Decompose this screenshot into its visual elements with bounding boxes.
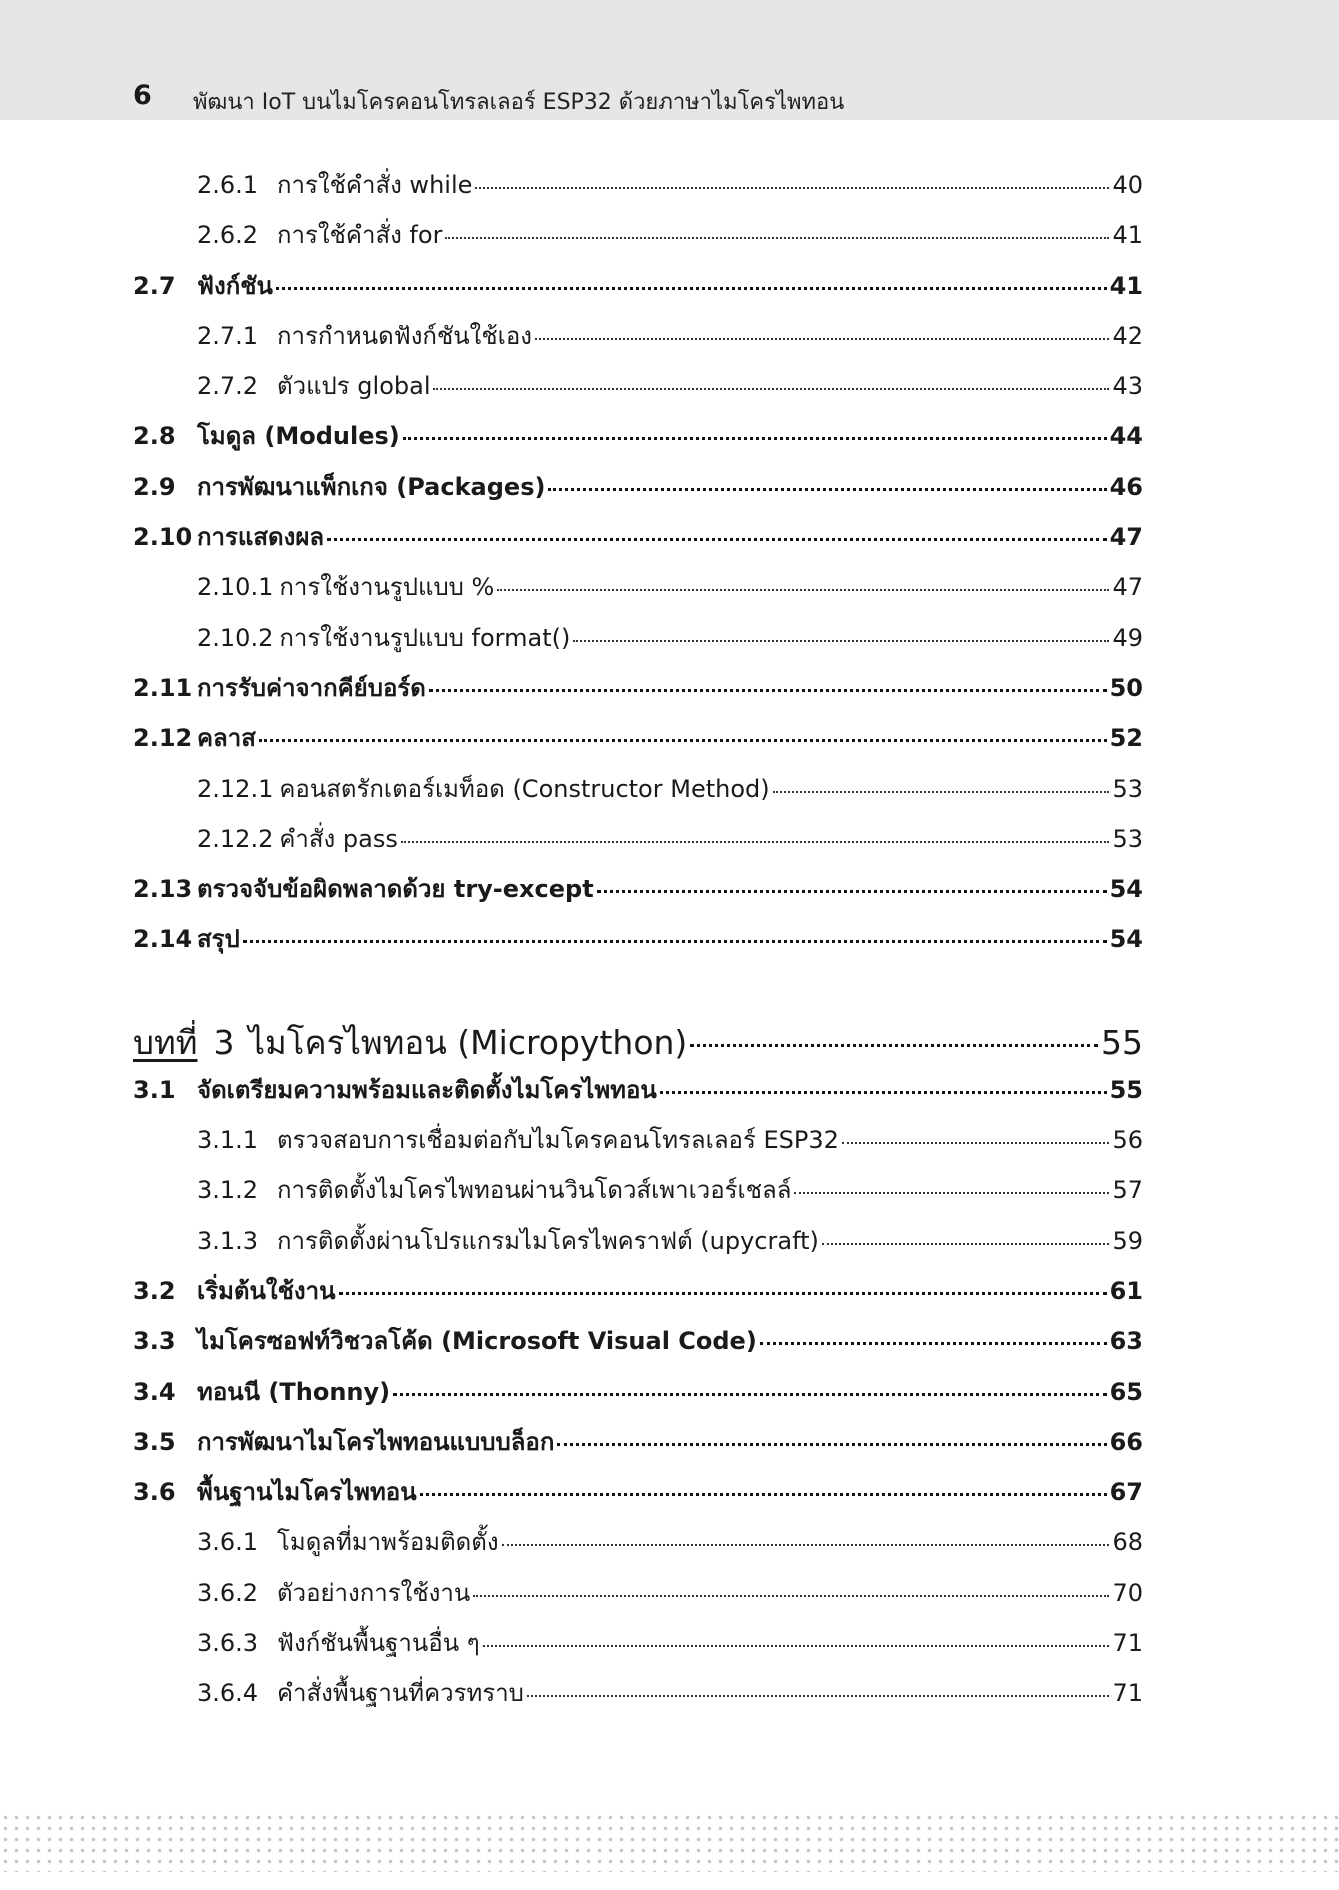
toc-section-entry[interactable] bbox=[133, 467, 1143, 517]
entry-number: 3.1 bbox=[133, 1075, 176, 1104]
entry-number: 3.6.3 bbox=[197, 1629, 259, 1658]
entry-title: การติดตั้งไมโครไพทอนผ่านวินโดวส์เพาเวอร์เชลล์ bbox=[277, 1176, 792, 1205]
entry-title: ฟังก์ชันพื้นฐานอื่น ๆ bbox=[277, 1629, 480, 1658]
entry-title: คำสั่ง pass bbox=[279, 824, 398, 853]
entry-number: 2.10.1 bbox=[197, 573, 274, 602]
entry-title: ไมโครซอฟท์วิชวลโค้ด (Microsoft Visual Code) bbox=[197, 1327, 757, 1356]
entry-number: 2.6.2 bbox=[197, 221, 259, 250]
dot-leader bbox=[842, 1141, 1110, 1144]
dot-leader bbox=[527, 1694, 1110, 1697]
dot-leader bbox=[339, 1291, 1107, 1295]
running-header bbox=[0, 0, 1339, 120]
toc-subsection-entry[interactable] bbox=[133, 1623, 1143, 1673]
toc-subsection-entry[interactable] bbox=[133, 316, 1143, 366]
entry-title: เริ่มต้นใช้งาน bbox=[197, 1276, 336, 1305]
entry-title: ตรวจจับข้อผิดพลาดด้วย try-except bbox=[197, 875, 594, 904]
entry-title: โมดูล (Modules) bbox=[197, 422, 400, 451]
entry-title: การใช้คำสั่ง for bbox=[277, 221, 443, 250]
entry-title: สรุป bbox=[197, 925, 240, 954]
entry-title: การใช้คำสั่ง while bbox=[277, 171, 473, 199]
toc-subsection-entry[interactable] bbox=[133, 215, 1143, 265]
entry-number: 3.1.3 bbox=[197, 1226, 259, 1255]
entry-number: 2.9 bbox=[133, 472, 176, 501]
toc-section-entry[interactable] bbox=[133, 266, 1143, 316]
entry-number: 2.13 bbox=[133, 875, 193, 904]
entry-title: การพัฒนาแพ็กเกจ (Packages) bbox=[197, 472, 546, 501]
entry-number: 2.6.1 bbox=[197, 171, 259, 199]
toc-subsection-entry[interactable] bbox=[133, 1573, 1143, 1623]
entry-page: 71 bbox=[1112, 1629, 1143, 1658]
entry-page: 50 bbox=[1109, 673, 1143, 702]
entry-number: 3.6 bbox=[133, 1478, 176, 1507]
dot-leader bbox=[473, 1594, 1109, 1597]
toc-section-entry[interactable] bbox=[133, 1321, 1143, 1371]
entry-page: 47 bbox=[1109, 523, 1143, 552]
dot-leader bbox=[660, 1090, 1107, 1094]
entry-title: การใช้งานรูปแบบ % bbox=[279, 573, 495, 602]
entry-title: การใช้งานรูปแบบ format() bbox=[279, 623, 571, 652]
toc-subsection-entry[interactable] bbox=[133, 1120, 1143, 1170]
dot-leader bbox=[433, 387, 1109, 390]
toc-chapter-heading[interactable] bbox=[133, 1016, 1143, 1070]
entry-title: การติดตั้งผ่านโปรแกรมไมโครไพคราฟต์ (upycraft) bbox=[277, 1226, 819, 1255]
entry-title: คลาส bbox=[197, 724, 256, 753]
entry-number: 2.7.1 bbox=[197, 321, 259, 350]
toc-subsection-entry[interactable] bbox=[133, 366, 1143, 416]
toc-subsection-entry[interactable] bbox=[133, 165, 1143, 215]
entry-number: 3.4 bbox=[133, 1377, 176, 1406]
entry-title: การกำหนดฟังก์ชันใช้เอง bbox=[277, 321, 532, 350]
entry-number: 3.3 bbox=[133, 1327, 176, 1356]
entry-page: 44 bbox=[1109, 422, 1143, 451]
entry-page: 55 bbox=[1109, 1075, 1143, 1104]
entry-page: 56 bbox=[1112, 1126, 1143, 1155]
entry-title: โมดูลที่มาพร้อมติดตั้ง bbox=[277, 1528, 499, 1557]
entry-number: 2.8 bbox=[133, 422, 176, 451]
dot-leader bbox=[401, 840, 1110, 843]
entry-number: 2.12 bbox=[133, 724, 193, 753]
entry-page: 42 bbox=[1112, 321, 1143, 350]
toc-section-entry[interactable] bbox=[133, 1070, 1143, 1120]
entry-page: 40 bbox=[1112, 171, 1143, 199]
toc-section-entry[interactable] bbox=[133, 1422, 1143, 1472]
entry-number: 3.6.4 bbox=[197, 1679, 259, 1708]
chapter-number: 3 bbox=[213, 1022, 235, 1062]
entry-number: 3.6.1 bbox=[197, 1528, 259, 1557]
entry-number: 2.14 bbox=[133, 925, 193, 954]
toc-section-entry[interactable] bbox=[133, 668, 1143, 718]
entry-title: ตัวอย่างการใช้งาน bbox=[277, 1578, 471, 1607]
table-of-contents bbox=[133, 165, 1143, 1724]
dot-leader bbox=[535, 337, 1109, 340]
entry-page: 49 bbox=[1112, 623, 1143, 652]
toc-section-entry[interactable] bbox=[133, 517, 1143, 567]
dot-leader bbox=[760, 1341, 1107, 1345]
dot-leader bbox=[690, 1043, 1098, 1047]
dot-leader bbox=[573, 639, 1109, 642]
entry-number: 2.11 bbox=[133, 673, 193, 702]
entry-page: 66 bbox=[1109, 1427, 1143, 1456]
toc-section-entry[interactable] bbox=[133, 1372, 1143, 1422]
entry-number: 2.12.1 bbox=[197, 774, 274, 803]
page-number: 6 bbox=[133, 80, 152, 111]
dot-leader bbox=[393, 1392, 1106, 1396]
toc-subsection-entry[interactable] bbox=[133, 1221, 1143, 1271]
entry-number: 3.5 bbox=[133, 1427, 176, 1456]
entry-number: 2.7 bbox=[133, 271, 176, 300]
entry-number: 2.10 bbox=[133, 523, 193, 552]
entry-number: 3.1.2 bbox=[197, 1176, 259, 1205]
chapter-page: 55 bbox=[1101, 1022, 1143, 1062]
entry-number: 3.6.2 bbox=[197, 1578, 259, 1607]
entry-page: 61 bbox=[1109, 1276, 1143, 1305]
entry-title: การรับค่าจากคีย์บอร์ด bbox=[197, 673, 426, 702]
dot-leader bbox=[773, 790, 1110, 793]
dot-leader bbox=[243, 939, 1107, 943]
entry-page: 68 bbox=[1112, 1528, 1143, 1557]
entry-title: จัดเตรียมความพร้อมและติดตั้งไมโครไพทอน bbox=[197, 1075, 657, 1104]
entry-page: 57 bbox=[1112, 1176, 1143, 1205]
chapter-title: ไมโครไพทอน (Micropython) bbox=[248, 1022, 688, 1062]
toc-subsection-entry[interactable] bbox=[133, 1522, 1143, 1572]
dot-leader bbox=[403, 436, 1107, 440]
toc-section-entry[interactable] bbox=[133, 718, 1143, 768]
entry-title: พื้นฐานไมโครไพทอน bbox=[197, 1478, 417, 1507]
entry-page: 41 bbox=[1109, 271, 1143, 300]
toc-subsection-entry[interactable] bbox=[133, 1673, 1143, 1723]
entry-title: ตรวจสอบการเชื่อมต่อกับไมโครคอนโทรลเลอร์ ESP32 bbox=[277, 1126, 839, 1155]
entry-page: 54 bbox=[1109, 875, 1143, 904]
entry-page: 52 bbox=[1109, 724, 1143, 753]
entry-page: 46 bbox=[1109, 472, 1143, 501]
dot-leader bbox=[420, 1492, 1107, 1496]
entry-number: 2.12.2 bbox=[197, 824, 274, 853]
toc-chapter-3-entries bbox=[133, 1070, 1143, 1724]
entry-title: การพัฒนาไมโครไพทอนแบบบล็อก bbox=[197, 1427, 555, 1456]
toc-section-entry[interactable] bbox=[133, 1271, 1143, 1321]
dot-leader bbox=[822, 1242, 1110, 1245]
entry-number: 2.10.2 bbox=[197, 623, 274, 652]
entry-page: 65 bbox=[1109, 1377, 1143, 1406]
dot-leader bbox=[597, 889, 1107, 893]
book-title: พัฒนา IoT บนไมโครคอนโทรลเลอร์ ESP32 ด้วยภาษาไมโครไพทอน bbox=[193, 90, 845, 115]
dot-leader bbox=[276, 286, 1107, 290]
entry-title: คำสั่งพื้นฐานที่ควรทราบ bbox=[277, 1679, 524, 1708]
dot-leader bbox=[548, 487, 1106, 491]
entry-number: 3.2 bbox=[133, 1276, 176, 1305]
toc-section-entry[interactable] bbox=[133, 869, 1143, 919]
dot-leader bbox=[327, 537, 1107, 541]
toc-chapter-2-entries bbox=[133, 165, 1143, 970]
toc-subsection-entry[interactable] bbox=[133, 618, 1143, 668]
entry-title: ตัวแปร global bbox=[277, 372, 431, 401]
toc-subsection-entry[interactable] bbox=[133, 819, 1143, 869]
dot-leader bbox=[475, 186, 1109, 189]
toc-section-entry[interactable] bbox=[133, 919, 1143, 969]
entry-number: 3.1.1 bbox=[197, 1126, 259, 1155]
dot-leader bbox=[259, 738, 1107, 742]
dot-leader bbox=[429, 688, 1107, 692]
dot-leader bbox=[497, 588, 1109, 591]
toc-section-entry[interactable] bbox=[133, 416, 1143, 466]
entry-page: 71 bbox=[1112, 1679, 1143, 1708]
toc-subsection-entry[interactable] bbox=[133, 769, 1143, 819]
toc-subsection-entry[interactable] bbox=[133, 567, 1143, 617]
entry-page: 41 bbox=[1112, 221, 1143, 250]
entry-page: 67 bbox=[1109, 1478, 1143, 1507]
entry-page: 53 bbox=[1112, 824, 1143, 853]
dot-leader bbox=[794, 1191, 1109, 1194]
decorative-dot-band bbox=[0, 1812, 1339, 1872]
entry-number: 2.7.2 bbox=[197, 372, 259, 401]
dot-leader bbox=[445, 236, 1109, 239]
dot-leader bbox=[557, 1442, 1106, 1446]
entry-page: 43 bbox=[1112, 372, 1143, 401]
toc-section-entry[interactable] bbox=[133, 1472, 1143, 1522]
toc-subsection-entry[interactable] bbox=[133, 1170, 1143, 1220]
entry-page: 54 bbox=[1109, 925, 1143, 954]
entry-title: การแสดงผล bbox=[197, 523, 325, 552]
entry-title: คอนสตรักเตอร์เมท็อด (Constructor Method) bbox=[279, 774, 770, 803]
entry-title: ทอนนี (Thonny) bbox=[197, 1377, 391, 1406]
entry-page: 70 bbox=[1112, 1578, 1143, 1607]
dot-leader bbox=[502, 1543, 1110, 1546]
entry-page: 53 bbox=[1112, 774, 1143, 803]
chapter-word: บทที่ bbox=[133, 1022, 198, 1062]
entry-page: 63 bbox=[1109, 1327, 1143, 1356]
entry-page: 47 bbox=[1112, 573, 1143, 602]
entry-title: ฟังก์ชัน bbox=[197, 271, 273, 300]
entry-page: 59 bbox=[1112, 1226, 1143, 1255]
dot-leader bbox=[483, 1644, 1110, 1647]
